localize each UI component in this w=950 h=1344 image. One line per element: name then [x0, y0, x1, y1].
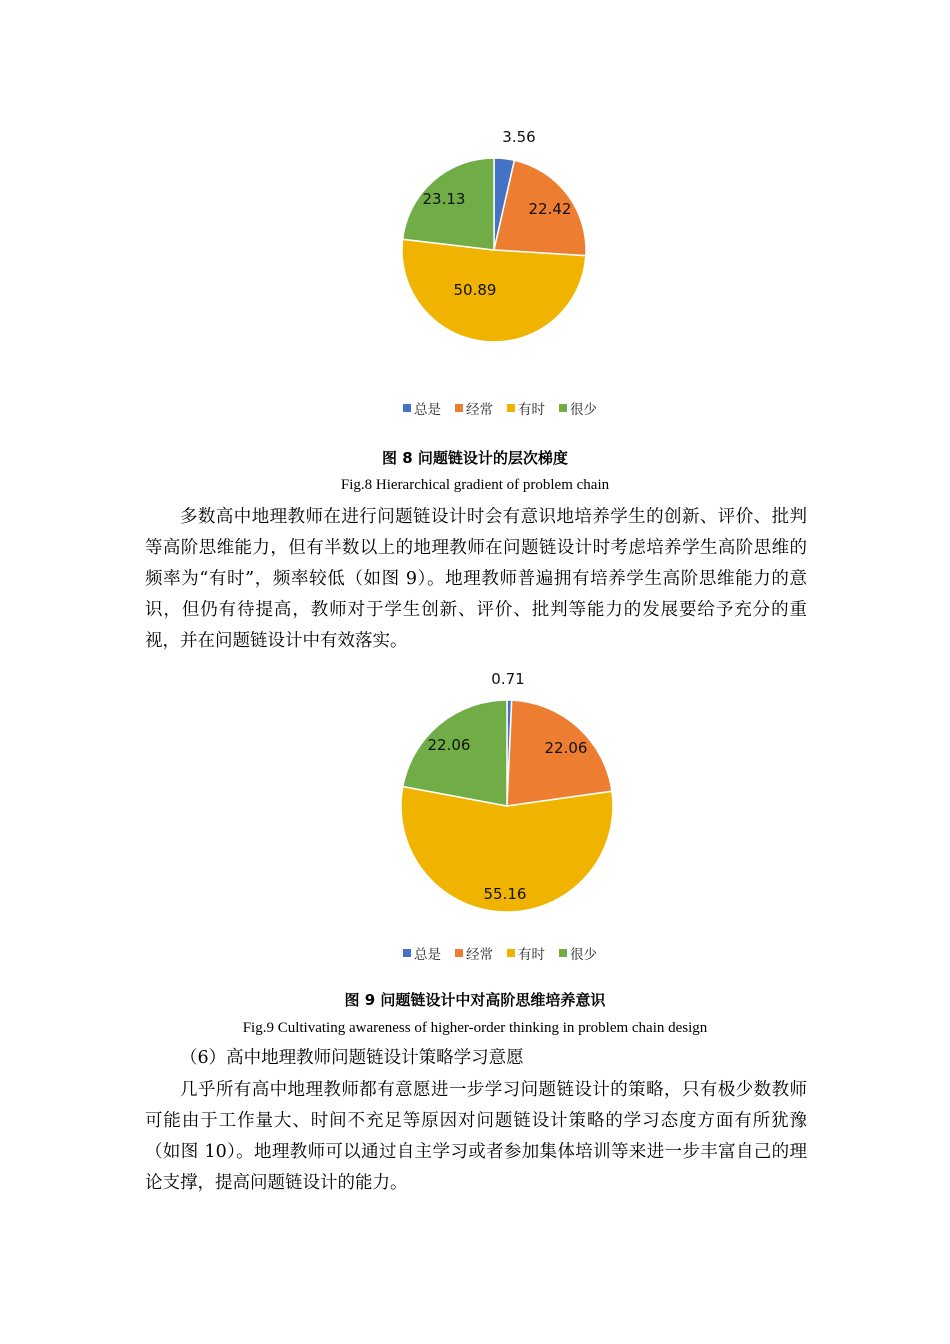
figure-9-caption-en: Fig.9 Cultivating awareness of higher-order thinking in problem chain design: [242, 1020, 708, 1036]
data-label-1: 3.56: [502, 128, 536, 146]
pie-svg-fig8: [300, 120, 700, 380]
legend-item-2: [455, 398, 493, 418]
legend-label: 有时: [518, 947, 545, 963]
section-heading-6: （6）高中地理教师问题链设计策略学习意愿: [180, 1048, 524, 1068]
legend-item-3: [507, 943, 545, 963]
paragraph-fig9-discussion: 多数高中地理教师在进行问题链设计时会有意识地培养学生的创新、评价、批判等高阶思维能力，但有半数以上的地理教师在问题链设计时考虑培养学生高阶思维的频率为“有时”，频率较低（如图 9）。地理教师普遍拥有培养学生高阶思维能力的意识，但仍有待提高，教师对于学生创新、评价、批判等能力的发展要给予充分的重视，并在问题链设计中有效落实。: [145, 507, 807, 651]
data-label-1: 0.71: [491, 670, 525, 688]
legend-label: 很少: [570, 402, 597, 418]
paragraph-learning-willingness: 几乎所有高中地理教师都有意愿进一步学习问题链设计的策略，只有极少数教师可能由于工作量大、时间不充足等原因对问题链设计策略的学习态度方面有所犹豫（如图 10）。地理教师可以通过自主学习或者参加集体培训等来进一步丰富自己的理论支撑，提高问题链设计的能力。: [145, 1080, 807, 1193]
legend-fig9: [300, 943, 700, 963]
legend-item-2: [455, 943, 493, 963]
legend-swatch: [507, 949, 515, 957]
data-label-3: 55.16: [483, 885, 527, 903]
legend-swatch: [559, 404, 567, 412]
figure-9-caption-cn: 图 9 问题链设计中对高阶思维培养意识: [344, 991, 606, 1009]
legend-label: 经常: [466, 402, 493, 418]
legend-swatch: [455, 949, 463, 957]
legend-item-3: [507, 398, 545, 418]
legend-label: 很少: [570, 947, 597, 963]
pie-chart-fig9: [300, 668, 700, 978]
pie-chart-fig8: [300, 120, 700, 430]
legend-item-4: [559, 943, 597, 963]
legend-fig8: [300, 398, 700, 418]
legend-label: 总是: [414, 947, 441, 963]
legend-swatch: [403, 404, 411, 412]
data-label-4: 22.06: [427, 736, 471, 754]
legend-label: 经常: [466, 947, 493, 963]
legend-item-1: [403, 398, 441, 418]
data-label-2: 22.42: [528, 200, 572, 218]
pie-svg-fig9: [300, 668, 700, 928]
legend-item-1: [403, 943, 441, 963]
legend-swatch: [403, 949, 411, 957]
legend-label: 有时: [518, 402, 545, 418]
data-label-4: 23.13: [422, 190, 466, 208]
data-label-3: 50.89: [453, 281, 497, 299]
legend-swatch: [507, 404, 515, 412]
figure-8-caption-cn: 图 8 问题链设计的层次梯度: [382, 449, 568, 467]
legend-swatch: [455, 404, 463, 412]
data-label-2: 22.06: [544, 739, 588, 757]
figure-8-caption-en: Fig.8 Hierarchical gradient of problem chain: [340, 477, 610, 493]
legend-swatch: [559, 949, 567, 957]
legend-label: 总是: [414, 402, 441, 418]
legend-item-4: [559, 398, 597, 418]
